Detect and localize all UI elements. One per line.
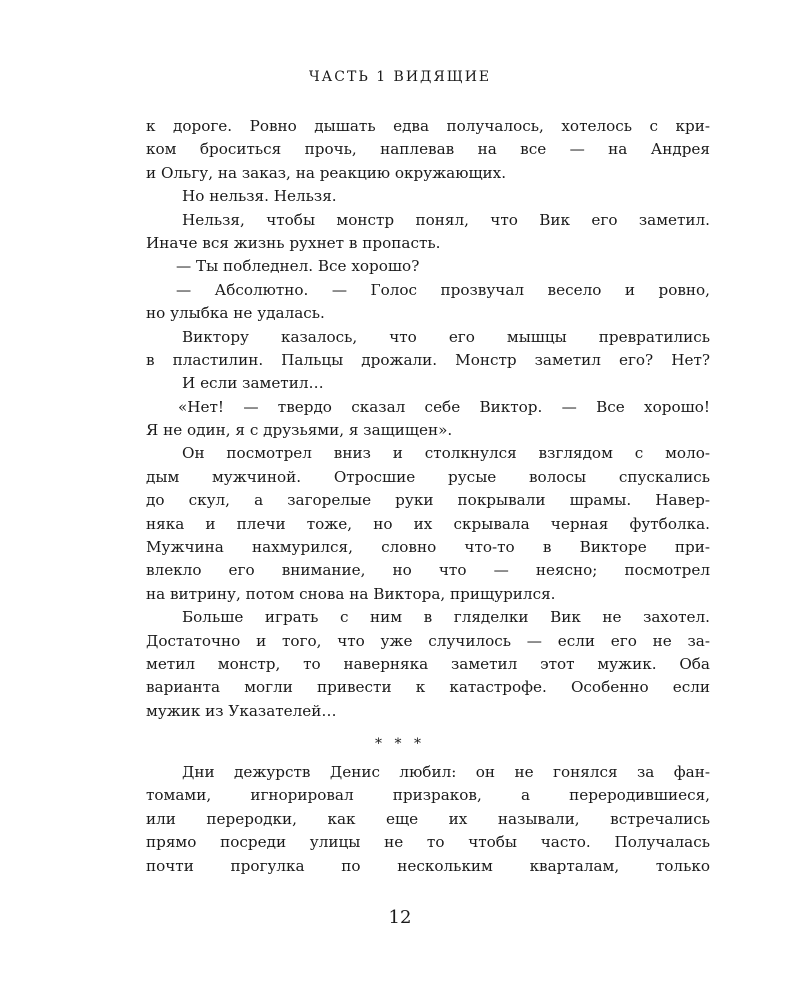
section-break: * * * [375, 736, 425, 752]
text-line: «Нет! — твердо сказал себе Виктор. — Все хорошо! [178, 397, 710, 416]
text-line: в пластилин. Пальцы дрожали. Монстр заметил его? Нет? [146, 350, 710, 369]
text-line: к дороге. Ровно дышать едва получалось, хотелось с кри- [146, 117, 710, 135]
text-line: Виктору казалось, что его мышцы превратились [182, 327, 710, 346]
text-line: Достаточно и того, что уже случилось — если его не за- [146, 631, 710, 650]
text-line: или перeродки, как еще их называли, встречались [146, 809, 710, 828]
text-line: томами, игнорировал призраков, а переродившиеся, [146, 786, 710, 805]
text-line: Я не один, я с друзьями, я защищен». [146, 421, 453, 440]
text-line: няка и плечи тоже, но их скрывала черная футболка. [146, 514, 710, 533]
text-line: и Ольгу, на заказ, на реакцию окружающих. [146, 163, 507, 182]
text-line: но улыбка не удалась. [146, 304, 325, 323]
text-line: Дни дежурств Денис любил: он не гонялся за фан- [182, 763, 710, 781]
text-line: — Ты побледнел. Все хорошо? [176, 257, 420, 276]
body-text-continued [146, 761, 710, 878]
text-line: Мужчина нахмурился, словно что-то в Викторе при- [146, 538, 710, 557]
text-line: дым мужчиной. Отросшие русые волосы спускались [146, 467, 710, 486]
text-line: И если заметил… [182, 374, 324, 393]
text-line: Но нельзя. Нельзя. [182, 187, 337, 206]
text-line: метил монстр, то наверняка заметил этот мужик. Оба [146, 654, 710, 673]
text-line: варианта могли привести к катастрофе. Особенно если [146, 678, 710, 697]
text-line: на витрину, потом снова на Виктора, прищурился. [146, 584, 556, 603]
text-line: — Абсолютно. — Голос прозвучал весело и ровно, [176, 280, 710, 299]
text-line: Иначе вся жизнь рухнет в пропасть. [146, 233, 441, 252]
text-line: Больше играть с ним в гляделки Вик не захотел. [182, 608, 710, 627]
text-line: почти прогулка по нескольким кварталам, только [146, 856, 710, 875]
text-line: ком броситься прочь, наплевав на все — на Андрея [146, 140, 710, 159]
page-number: 12 [388, 907, 412, 928]
running-header: ЧАСТЬ 1 ВИДЯЩИЕ [308, 69, 492, 85]
body-text [146, 115, 710, 723]
text-line: прямо посреди улицы не то чтобы часто. Получалась [146, 833, 710, 852]
text-line: до скул, а загорелые руки покрывали шрамы. Навер- [146, 491, 710, 510]
text-line: Он посмотрел вниз и столкнулся взглядом с моло- [182, 444, 710, 463]
text-line: мужик из Указателей… [146, 701, 337, 720]
text-line: Нельзя, чтобы монстр понял, что Вик его заметил. [182, 210, 710, 229]
text-line: влекло его внимание, но что — неясно; посмотрел [146, 561, 710, 580]
